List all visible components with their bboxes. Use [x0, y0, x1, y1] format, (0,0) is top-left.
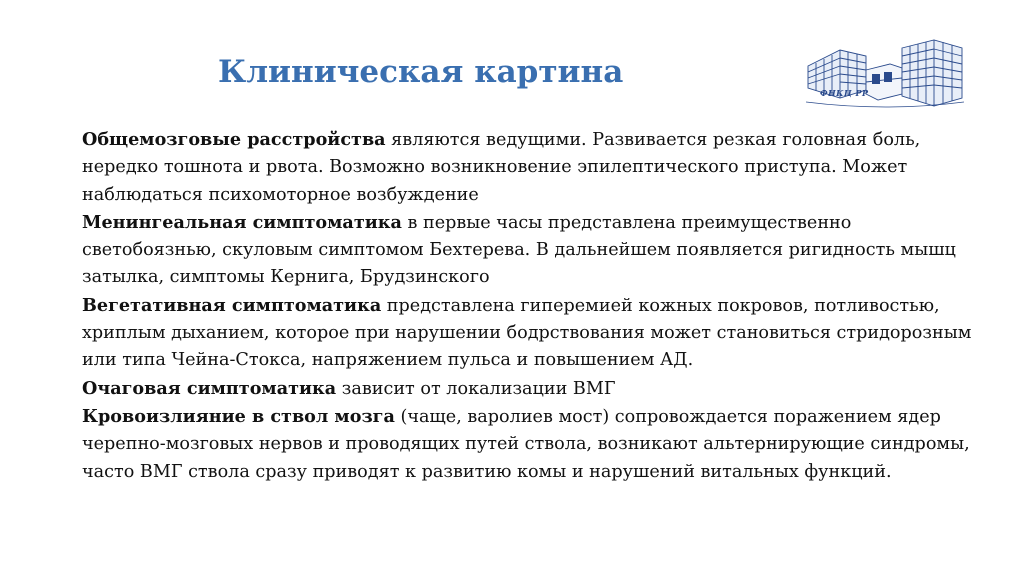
- paragraph-text: зависит от локализации ВМГ: [336, 378, 616, 399]
- term-general-cerebral: Общемозговые расстройства: [82, 129, 386, 150]
- slide-title: Клиническая картина: [218, 54, 624, 90]
- paragraph-focal: [82, 375, 987, 403]
- term-focal: Очаговая симптоматика: [82, 377, 337, 399]
- logo-caption: ФНКЦ РР: [820, 88, 869, 98]
- building-icon: [806, 36, 964, 112]
- paragraph-meningeal: [82, 209, 987, 292]
- paragraph-text: (чаще, варолиев мост) сопровождается поражением ядер черепно-мозговых нервов и проводящих путей ствола, возникают альтернирующие синдромы, часто ВМГ ствола сразу приводят к развитию комы и нарушений витальных функций.: [82, 406, 970, 482]
- paragraph-text: являются ведущими. Развивается резкая головная боль, нередко тошнота и рвота. Возможно возникновение эпилептического приступа. Может наблюдаться психомоторное возбуждение: [82, 130, 921, 205]
- paragraph-vegetative: [82, 292, 987, 375]
- slide-body: [82, 126, 987, 486]
- term-vegetative: Вегетативная симптоматика: [82, 294, 382, 316]
- paragraph-brainstem: [82, 403, 987, 486]
- term-meningeal: Менингеальная симптоматика: [82, 211, 402, 233]
- paragraph-text: в первые часы представлена преимущественно светобоязнью, скуловым симптомом Бехтерева. В дальнейшем появляется ригидность мышц затылка, симптомы Кернига, Брудзинского: [82, 212, 956, 288]
- term-brainstem: Кровоизлияние в ствол мозга: [82, 405, 395, 427]
- paragraph-text: представлена гиперемией кожных покровов, потливостью, хриплым дыханием, которое при нарушении бодрствования может становиться стридорозным или типа Чейна-Стокса, напряжением пульса и повышением АД.: [82, 295, 972, 371]
- paragraph-general-cerebral: [82, 126, 987, 209]
